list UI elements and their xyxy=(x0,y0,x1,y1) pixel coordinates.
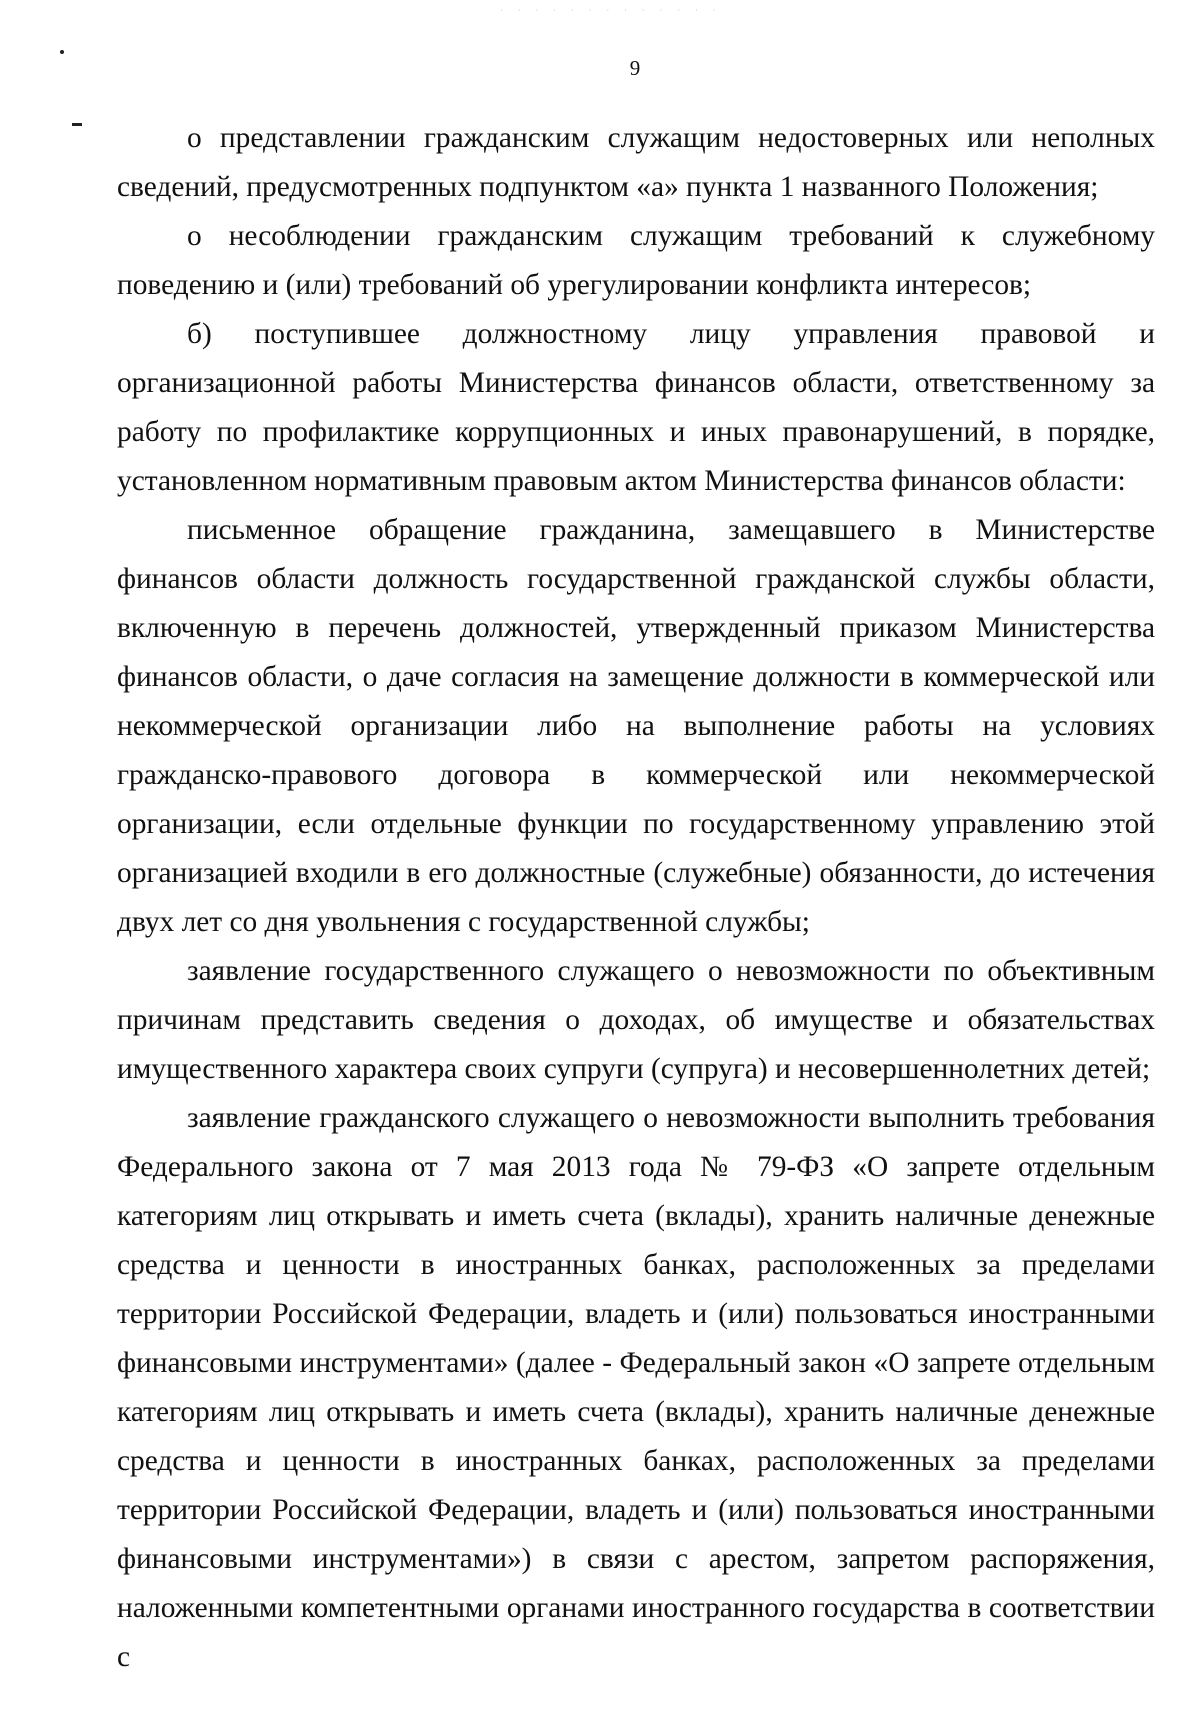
paragraph-income-statement: заявление государственного служащего о невозможности по объективным причинам представить сведения о доходах, об имуществе и обязательствах имущественного характера своих супруги (супруга) и несовершеннолетних детей; xyxy=(117,955,1155,1085)
scan-mark-dot xyxy=(60,50,64,54)
paragraph-conduct-requirements: о несоблюдении гражданским служащим требований к служебному поведению и (или) требований об урегулировании конфликта интересов; xyxy=(117,220,1155,301)
paragraph-unreliable-info: о представлении гражданским служащим недостоверных или неполных сведений, предусмотренных подпунктом «а» пункта 1 названного Положения; xyxy=(117,122,1155,203)
scan-mark-dash xyxy=(72,123,82,126)
page-number: 9 xyxy=(629,56,641,80)
paragraph-written-appeal: письменное обращение гражданина, замещавшего в Министерстве финансов области должность государственной гражданской службы области, включенную в перечень должностей, утвержденный приказом Министерства финансов области, о даче согласия на замещение должности в коммерческой или некоммерческой организации либо на выполнение работы на условиях гражданско-правового договора в коммерческой или некоммерческой организации, если отдельные функции по государственному управлению этой организацией входили в его должностные (служебные) обязанности, до истечения двух лет со дня увольнения с государственной службы; xyxy=(117,514,1155,938)
scan-artifact: · · · · · · · · · · · · · xyxy=(500,6,722,16)
paragraph-item-b: б) поступившее должностному лицу управления правовой и организационной работы Министерства финансов области, ответственному за работу по профилактике коррупционных и иных правонарушений, в порядке, установленном нормативным правовым актом Министерства финансов области: xyxy=(117,318,1155,497)
paragraph-federal-law-statement: заявление гражданского служащего о невозможности выполнить требования Федерального закона от 7 мая 2013 года № 79-ФЗ «О запрете отдельным категориям лиц открывать и иметь счета (вклады), хранить наличные денежные средства и ценности в иностранных банках, расположенных за пределами территории Российской Федерации, владеть и (или) пользоваться иностранными финансовыми инструментами» (далее - Федеральный закон «О запрете отдельным категориям лиц открывать и иметь счета (вклады), хранить наличные денежные средства и ценности в иностранных банках, расположенных за пределами территории Российской Федерации, владеть и (или) пользоваться иностранными финансовыми инструментами») в связи с арестом, запретом распоряжения, наложенными компетентными органами иностранного государства в соответствии с xyxy=(117,1102,1155,1673)
document-body xyxy=(117,114,1155,1682)
